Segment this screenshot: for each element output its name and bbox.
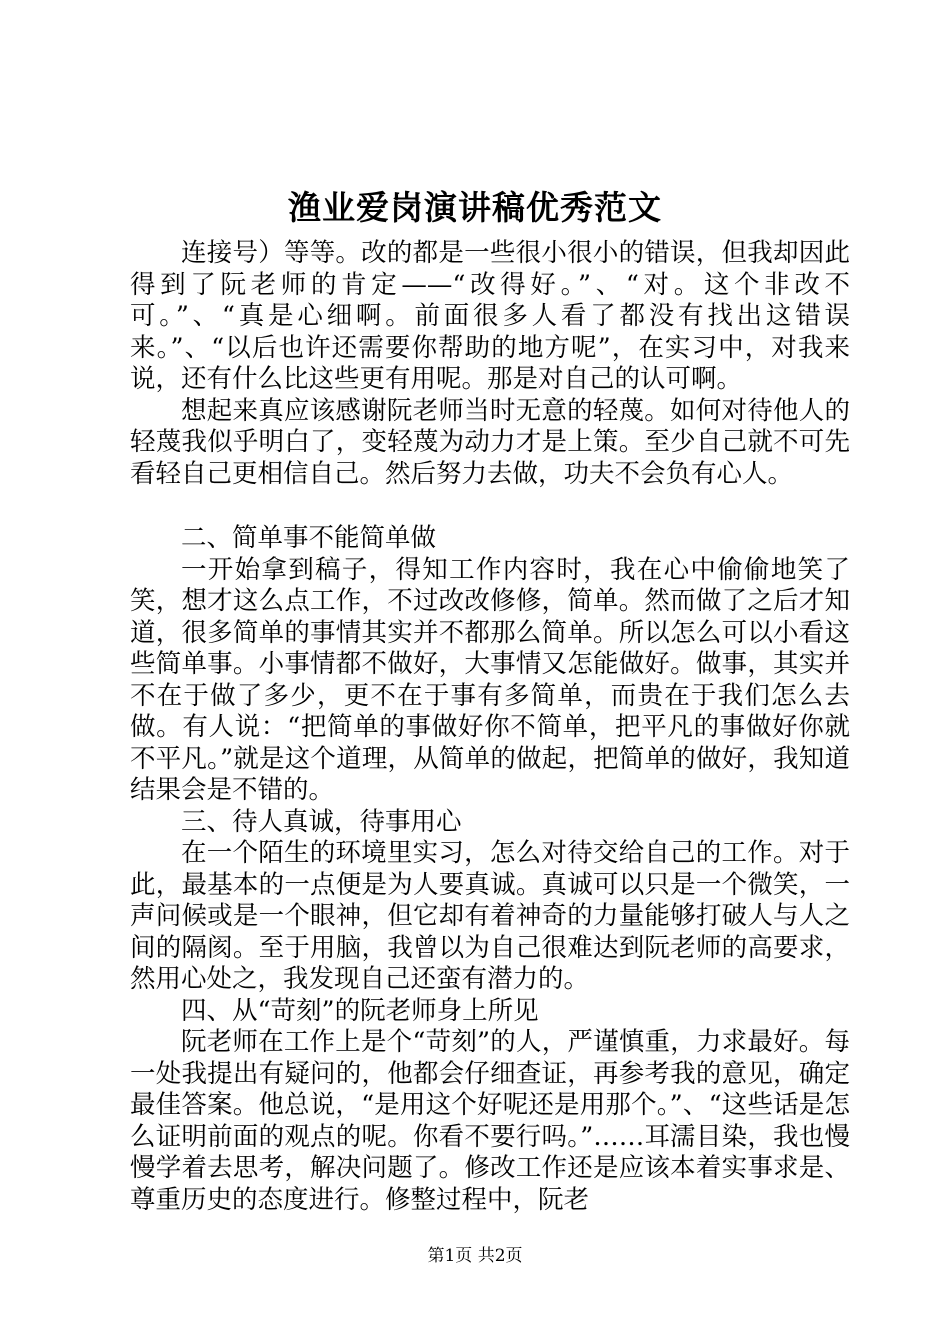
- paragraph-2: 想起来真应该感谢阮老师当时无意的轻蔑。如何对待他人的轻蔑我似乎明白了，变轻蔑为动力才是上策。至少自己就不可先看轻自己更相信自己。然后努力去做，功夫不会负有心人。: [130, 395, 850, 489]
- document-body: [130, 238, 850, 1216]
- paragraph-5: 阮老师在工作上是个“苛刻”的人，严谨慎重，力求最好。每一处我提出有疑问的，他都会仔细查证，再参考我的意见，确定最佳答案。他总说，“是用这个好呢还是用那个。”、“这些话是怎么证明前面的观点的呢。你看不要行吗。”……耳濡目染，我也慢慢学着去思考，解决问题了。修改工作还是应该本着实事求是、尊重历史的态度进行。修整过程中，阮老: [130, 1027, 850, 1215]
- page-footer: 第1页 共2页: [427, 1246, 523, 1266]
- section-heading-4: 四、从“苛刻”的阮老师身上所见: [181, 995, 539, 1026]
- section-heading-3: 三、待人真诚，待事用心: [181, 806, 462, 837]
- paragraph-3: 一开始拿到稿子，得知工作内容时，我在心中偷偷地笑了笑，想才这么点工作，不过改改修修，简单。然而做了之后才知道，很多简单的事情其实并不都那么简单。所以怎么可以小看这些简单事。小事情都不做好，大事情又怎能做好。做事，其实并不在于做了多少，更不在于事有多简单，而贵在于我们怎么去做。有人说：“把简单的事做好你不简单，把平凡的事做好你就不平凡。”就是这个道理，从简单的做起，把简单的做好，我知道结果会是不错的。: [130, 554, 850, 805]
- section-heading-2: 二、简单事不能简单做: [181, 523, 437, 553]
- page-title: 渔业爱岗演讲稿优秀范文: [288, 188, 662, 227]
- paragraph-1: 连接号）等等。改的都是一些很小很小的错误，但我却因此得到了阮老师的肯定——“改得好。”、“对。这个非改不可。”、“真是心细啊。前面很多人看了都没有找出这错误来。”、“以后也许还需要你帮助的地方呢”，在实习中，对我来说，还有什么比这些更有用呢。那是对自己的认可啊。: [130, 238, 850, 394]
- paragraph-spacer: [130, 490, 850, 523]
- paragraph-4: 在一个陌生的环境里实习，怎么对待交给自己的工作。对于此，最基本的一点便是为人要真诚。真诚可以只是一个微笑，一声问候或是一个眼神，但它却有着神奇的力量能够打破人与人之间的隔阂。至于用脑，我曾以为自己很难达到阮老师的高要求，然用心处之，我发现自己还蛮有潜力的。: [130, 838, 850, 994]
